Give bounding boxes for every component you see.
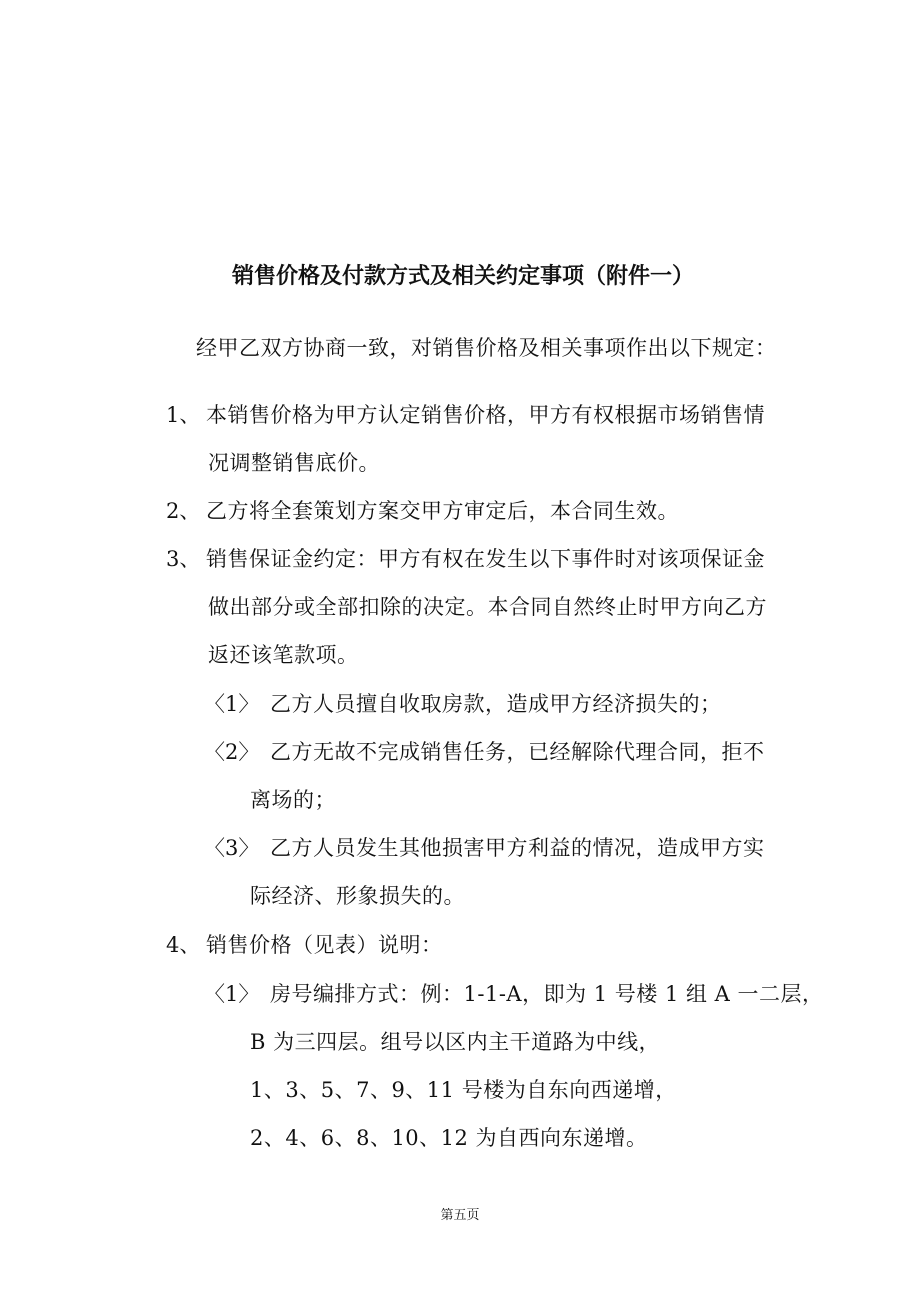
sub-item-text-line: 房号编排方式：例：1-1-A，即为 1 号楼 1 组 A 一二层， (270, 982, 824, 1006)
sub-item-number: 〈3〉 (204, 836, 260, 860)
page-number-footer: 第五页 (440, 1208, 480, 1223)
item-text-line: 本销售价格为甲方认定销售价格，甲方有权根据市场销售情 (206, 403, 765, 427)
item-number: 3、 (166, 547, 201, 571)
item-text-line: 销售保证金约定：甲方有权在发生以下事件时对该项保证金 (206, 547, 765, 571)
sub-item-text-line: B 为三四层。组号以区内主干道路为中线， (250, 1030, 661, 1054)
intro-paragraph: 经甲乙双方协商一致，对销售价格及相关事项作出以下规定： (196, 336, 777, 360)
sub-item-text-line: 2、4、6、8、10、12 为自西向东递增。 (250, 1126, 648, 1150)
item-number: 4、 (166, 933, 201, 957)
sub-item-number: 〈1〉 (204, 692, 260, 716)
item-text-line: 乙方将全套策划方案交甲方审定后，本合同生效。 (206, 499, 679, 523)
sub-item-text-line: 乙方无故不完成销售任务，已经解除代理合同，拒不 (270, 740, 765, 764)
item-text-line: 销售价格（见表）说明： (206, 933, 443, 957)
sub-item-text-line: 乙方人员擅自收取房款，造成甲方经济损失的； (270, 692, 722, 716)
sub-item-text-line: 离场的； (250, 788, 336, 812)
sub-item-number: 〈2〉 (204, 740, 260, 764)
item-text-line: 返还该笔款项。 (208, 643, 359, 667)
sub-item-text-line: 际经济、形象损失的。 (250, 884, 465, 908)
sub-item-text-line: 1、3、5、7、9、11 号楼为自东向西递增， (250, 1078, 677, 1102)
sub-item-number: 〈1〉 (204, 982, 260, 1006)
item-text-line: 况调整销售底价。 (208, 451, 380, 475)
item-text-line: 做出部分或全部扣除的决定。本合同自然终止时甲方向乙方 (208, 595, 767, 619)
document-title: 销售价格及付款方式及相关约定事项（附件一） (231, 264, 694, 289)
sub-item-text-line: 乙方人员发生其他损害甲方利益的情况，造成甲方实 (270, 836, 765, 860)
item-number: 1、 (166, 403, 201, 427)
item-number: 2、 (166, 499, 201, 523)
